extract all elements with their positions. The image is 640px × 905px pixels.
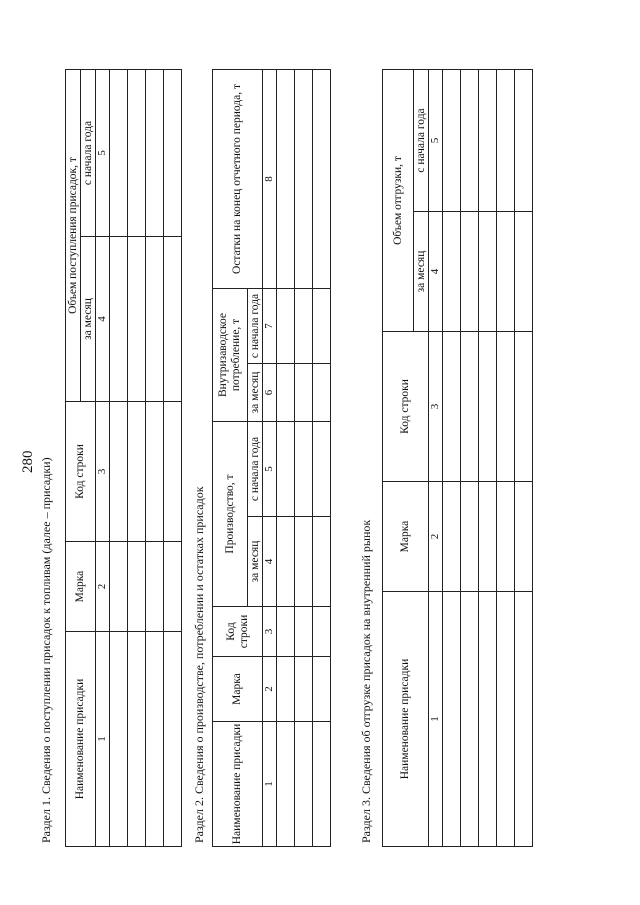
table-row (461, 69, 479, 846)
col-number: 1 (263, 722, 277, 847)
col-number: 3 (96, 402, 110, 542)
header-year: с начала года (81, 70, 96, 237)
header-shipment: Объем отгрузки, т (383, 69, 414, 331)
table-row (497, 69, 515, 846)
col-number: 3 (429, 332, 443, 482)
table-row (164, 70, 182, 847)
section2-title: Раздел 2. Сведения о производстве, потреблении и остатках присадок (192, 486, 206, 843)
col-number: 6 (263, 363, 277, 421)
header-code: Код строки (66, 402, 96, 542)
header-intake: Объем поступления присадок, т (66, 70, 81, 402)
header-brand: Марка (66, 542, 96, 632)
table-row (429, 69, 443, 846)
table-row (96, 70, 110, 847)
col-number: 4 (429, 212, 443, 332)
table-row (515, 69, 533, 846)
header-remains: Остатки на конец отчетного периода, т (213, 69, 263, 288)
header-year: с начала года (248, 421, 263, 516)
table-row (263, 69, 277, 846)
header-month: за месяц (248, 363, 263, 421)
header-year: с начала года (414, 69, 429, 211)
table-row (295, 69, 313, 846)
section1-table (65, 69, 182, 847)
col-number: 1 (429, 592, 443, 847)
page-number: 280 (20, 450, 36, 473)
header-brand: Марка (213, 657, 263, 722)
section3-title: Раздел 3. Сведения об отгрузке присадок на внутренний рынок (359, 519, 373, 843)
header-name: Наименование присадки (383, 592, 429, 847)
table-row (66, 70, 81, 847)
col-number: 4 (96, 237, 110, 402)
section1-title: Раздел 1. Сведения о поступлении присадок к топливам (далее – присадки) (39, 457, 53, 843)
col-number: 7 (263, 288, 277, 363)
section2-table (212, 69, 331, 847)
col-number: 4 (263, 517, 277, 607)
header-year: с начала года (248, 288, 263, 363)
section3-table (382, 69, 533, 847)
col-number: 3 (263, 607, 277, 657)
table-row (383, 69, 414, 846)
table-row (213, 69, 248, 846)
col-number: 8 (263, 69, 277, 288)
table-row (443, 69, 461, 846)
header-name: Наименование присадки (213, 722, 263, 847)
header-code: Код строки (213, 607, 263, 657)
header-internal: Внутризаводское потребление, т (213, 288, 248, 421)
header-month: за месяц (414, 212, 429, 332)
table-row (277, 69, 295, 846)
header-brand: Марка (383, 482, 429, 592)
col-number: 2 (429, 482, 443, 592)
table-row (146, 70, 164, 847)
table-row (110, 70, 128, 847)
col-number: 1 (96, 632, 110, 847)
table-row (313, 69, 331, 846)
table-row (128, 70, 146, 847)
col-number: 5 (96, 70, 110, 237)
table-row (479, 69, 497, 846)
header-production: Производство, т (213, 421, 248, 606)
header-code: Код строки (383, 332, 429, 482)
header-name: Наименование присадки (66, 632, 96, 847)
header-month: за месяц (81, 237, 96, 402)
col-number: 2 (263, 657, 277, 722)
col-number: 2 (96, 542, 110, 632)
col-number: 5 (263, 421, 277, 516)
header-month: за месяц (248, 517, 263, 607)
col-number: 5 (429, 69, 443, 211)
